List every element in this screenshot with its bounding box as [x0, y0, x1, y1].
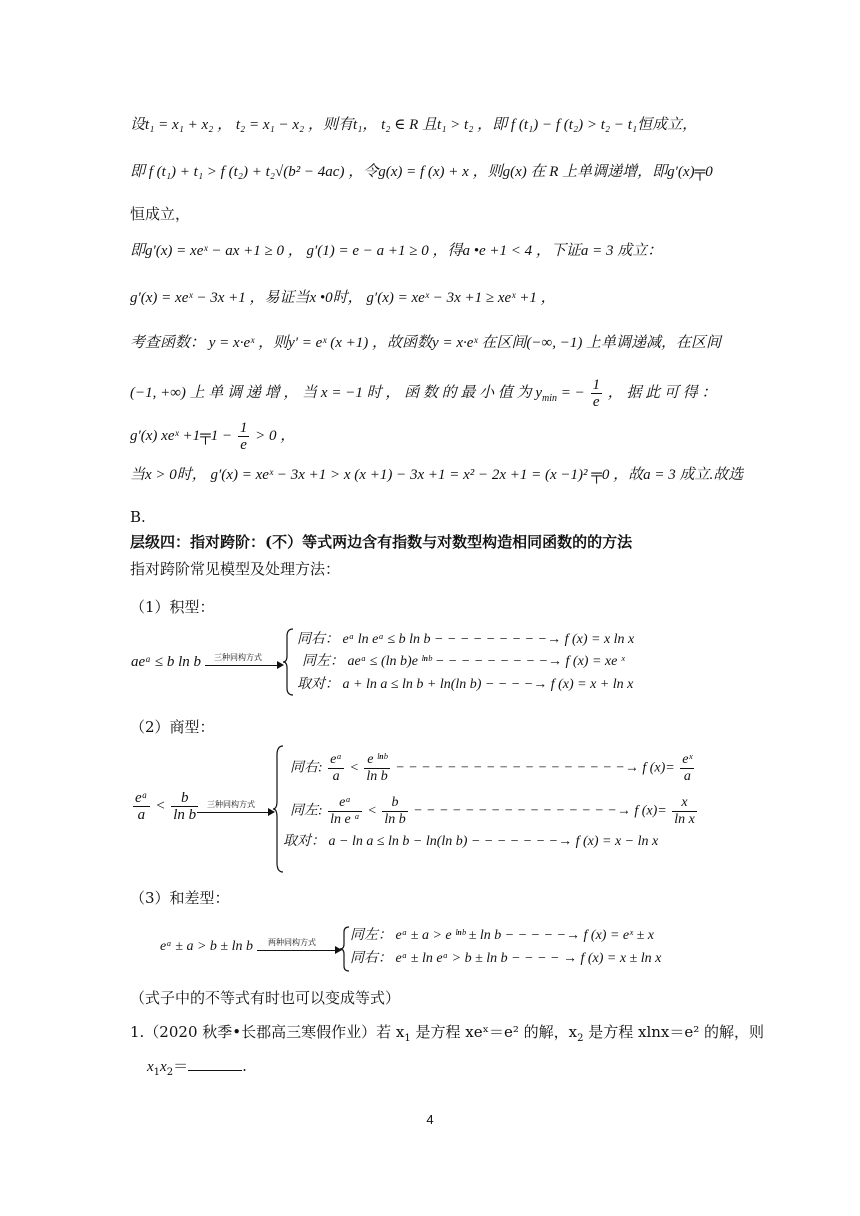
quotient-row2-frac-2 [382, 795, 407, 828]
product-arrow-line [205, 665, 278, 666]
quotient-row1-n1: eᵃ [330, 752, 342, 767]
q1-part-b: 是方程 xeˣ＝e² 的解，x [410, 1023, 578, 1041]
q1-period: . [242, 1057, 247, 1075]
note-text: （式子中的不等式有时也可以变成等式） [130, 989, 401, 1007]
quotient-row1-lt: < [349, 760, 359, 776]
quotient-lhs-num-1: eᵃ [135, 790, 148, 806]
quotient-row2-tail: − − − − − − − − − − − − − − − −→ f (x)= [413, 803, 667, 819]
line8-numerator: 1 [239, 420, 248, 436]
quotient-row1-d2: ln b [366, 769, 388, 784]
line7-fraction [591, 377, 603, 410]
quotient-row-2 [290, 795, 699, 828]
product-arrow-label: 三种同构方式 [214, 653, 262, 662]
sumdiff-lhs: eᵃ ± a > b ± ln b [160, 939, 253, 954]
derivation-line-8 [130, 420, 295, 453]
line8-denominator: e [240, 437, 247, 453]
page-number: 4 [426, 1112, 434, 1127]
product-type-label: （1）积型： [130, 598, 215, 616]
quotient-row2-lt: < [367, 803, 377, 819]
quotient-lhs [131, 790, 200, 823]
quotient-row-3: 取对： a − ln a ≤ ln b − ln(ln b) − − − − − − −→ f (x) = x − ln x [283, 834, 659, 849]
quotient-row2-n2: b [382, 795, 407, 812]
line8-text-b: > 0 ， [255, 427, 296, 444]
q1-part-a: 1.（2020 秋季•长郡高三寒假作业）若 x [130, 1023, 405, 1041]
quotient-arrow-line [197, 812, 269, 813]
quotient-arrow-label: 三种同构方式 [207, 800, 255, 809]
derivation-line-4: 即g′(x) = xeˣ − ax +1 ≥ 0 ， g′(1) = e − a +1 ≥ 0 ，得a •e +1 < 4 ，下证a = 3 成立： [130, 243, 663, 259]
quotient-row2-frac-1 [328, 795, 362, 828]
sumdiff-row-1: 同左： eᵃ ± a > e ˡⁿᵇ ± ln b − − − − −→ f (x) = eˣ ± x [350, 928, 654, 943]
question-1 [130, 1022, 764, 1049]
quotient-row1-prefix: 同右: [290, 760, 323, 776]
quotient-row-1 [290, 752, 696, 785]
sumdiff-row-2: 同右： eᵃ ± ln eᵃ > b ± ln b − − − − → f (x) = x ± ln x [350, 951, 662, 966]
quotient-row1-tail: − − − − − − − − − − − − − − − − − −→ f (x)= [395, 760, 675, 776]
quotient-type-label: （2）商型： [130, 718, 215, 736]
quotient-brace [273, 745, 285, 873]
quotient-row1-d1: a [332, 769, 340, 784]
product-row-3: 取对： a + ln a ≤ ln b + ln(ln b) − − − −→ f (x) = x + ln x [297, 677, 634, 692]
quotient-row2-fn: x [672, 795, 697, 812]
line7-numerator: 1 [592, 377, 600, 393]
q1-sub-2: 2 [577, 1033, 584, 1044]
line8-fraction [238, 420, 250, 453]
quotient-row2-prefix: 同左: [290, 803, 323, 819]
q1-sub-1: 1 [404, 1033, 411, 1044]
quotient-row1-fd: a [683, 769, 691, 784]
quotient-row1-frac-1 [328, 752, 344, 785]
sumdiff-type-label: （3）和差型： [130, 889, 230, 907]
derivation-line-1: 设t₁ = x₁ + x₂ ， t₂ = x₁ − x₂ ，则有t₁， t₂ ∈ R 且t₁ > t₂ ，即 f (t₁) − f (t₂) > t₂ − t₁恒成立， [130, 117, 698, 133]
q1-part-c: 是方程 xlnx＝e² 的解，则 [583, 1023, 765, 1041]
quotient-lhs-lt: < [155, 797, 166, 814]
derivation-line-9: 当x > 0时， g′(x) = xeˣ − 3x +1 > x (x +1) − 3x +1 = x² − 2x +1 = (x −1)² ╤0 ，故a = 3 成立.故选 [130, 467, 744, 483]
product-lhs: aeᵃ ≤ b ln b [131, 654, 202, 670]
derivation-line-6: 考查函数： y = x·eˣ ，则y′ = eˣ (x +1) ，故函数y = x·eˣ 在区间(−∞, −1) 上单调递减，在区间 [130, 335, 722, 351]
quotient-row1-frac-2 [364, 752, 389, 785]
line7-text-a: (−1, +∞) 上 单 调 递 增 ， 当 x = −1 时 ， 函 数 的 最 小 值 为 y [130, 384, 542, 401]
section-heading: 层级四：指对跨阶：(不）等式两边含有指数与对数型构造相同函数的的方法 [130, 533, 633, 551]
derivation-line-10: B. [130, 508, 146, 526]
intro-text: 指对跨阶常见模型及处理方法： [130, 560, 341, 578]
derivation-line-2: 即 f (t₁) + t₁ > f (t₂) + t₂√(b² − 4ac) ，令g(x) = f (x) + x ，则g(x) 在 R 上单调递增，即g′(x)╤0 [130, 164, 713, 180]
derivation-line-7 [130, 377, 717, 410]
quotient-row1-result [680, 752, 694, 785]
derivation-line-3: 恒成立， [130, 205, 191, 223]
quotient-row2-d1: ln e ᵃ [330, 812, 360, 827]
quotient-lhs-frac-1 [133, 790, 150, 823]
quotient-row1-fn: eˣ [682, 752, 693, 767]
q1-equals: ＝ [173, 1057, 189, 1075]
answer-blank[interactable] [188, 1056, 242, 1071]
line7-text-b: = − [560, 384, 585, 401]
product-row-2: 同左： aeᵃ ≤ (ln b)e ˡⁿᵇ − − − − − − − − −→ f (x) = xe ˣ [302, 654, 625, 669]
quotient-lhs-frac-2 [171, 790, 198, 823]
quotient-lhs-den-1: a [137, 807, 146, 823]
quotient-row2-d2: ln b [384, 812, 406, 827]
quotient-row2-n1: eᵃ [328, 795, 362, 812]
quotient-row1-n2: e ˡⁿᵇ [364, 752, 389, 769]
derivation-line-5: g′(x) = xeˣ − 3x +1 ，易证当x •0时， g′(x) = xeˣ − 3x +1 ≥ xeˣ +1 ， [130, 290, 556, 306]
quotient-row2-fd: ln x [674, 812, 695, 827]
q1-x2-sub: 2 [166, 1067, 174, 1078]
sumdiff-brace [340, 926, 350, 972]
line7-subscript: min [542, 392, 557, 404]
q1-x1-sub: 1 [153, 1067, 161, 1078]
line7-text-c: ， 据 此 可 得 ： [607, 384, 717, 401]
sumdiff-arrow-label: 两种同构方式 [268, 938, 316, 947]
sumdiff-arrow-line [257, 950, 336, 951]
quotient-lhs-num-2: b [171, 790, 198, 807]
product-row-1: 同右： eᵃ ln eᵃ ≤ b ln b − − − − − − − − −→ f (x) = x ln x [297, 632, 635, 647]
q1-x1: x [147, 1059, 154, 1075]
question-1-answer-line [147, 1056, 247, 1083]
product-brace [283, 628, 295, 696]
q1-x2: x [160, 1059, 167, 1075]
line7-denominator: e [592, 394, 600, 410]
quotient-row2-result [672, 795, 697, 828]
line8-text-a: g′(x) xeˣ +1╤1 − [130, 427, 233, 444]
quotient-lhs-den-2: ln b [173, 807, 197, 823]
